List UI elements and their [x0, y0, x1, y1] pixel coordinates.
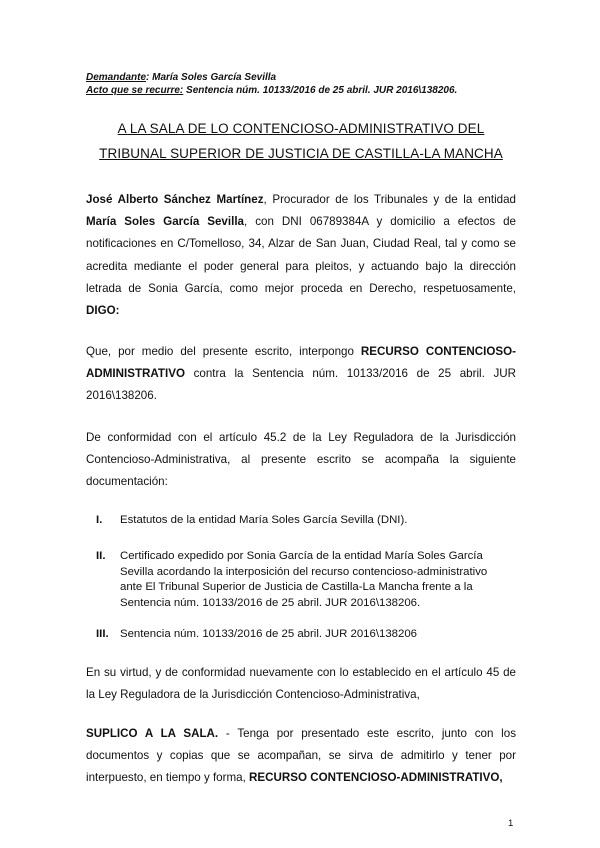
- list-text: Certificado expedido por Sonia García de la entidad María Soles García Sevilla acordando la interposición del recurso contencioso-administrativo ante El Tribunal Superior de Justicia de Castilla-La Mancha frente a la Sentencia núm. 10133/2016 de 25 abril. JUR 2016\138206.: [120, 550, 488, 609]
- page-number: 1: [508, 818, 514, 829]
- suplico-paragraph: [86, 723, 516, 790]
- suplico-recurso: RECURSO CONTENCIOSO-ADMINISTRATIVO,: [249, 771, 503, 785]
- demandante-line: [86, 72, 276, 83]
- intro-text-2: , con DNI 06789384A y domicilio a efectos de notificaciones en C/Tomelloso, 34, Alzar de San Juan, Ciudad Real, tal y como se acredita mediante el poder general para pleitos, y actuando bajo la dirección letrada de Sonia García, como mejor proceda en Derecho, respetuosamente,: [86, 215, 517, 295]
- intro-paragraph: [86, 189, 516, 322]
- digo-keyword: DIGO:: [86, 304, 120, 318]
- title-line-2: TRIBUNAL SUPERIOR DE JUSTICIA DE CASTILLA-LA MANCHA: [99, 146, 503, 161]
- demandante-value: : María Soles García Sevilla: [146, 72, 277, 83]
- demandante-label: Demandante: [86, 72, 147, 83]
- que-text-1: Que, por medio del presente escrito, interpongo: [86, 345, 361, 358]
- list-number: II.: [96, 550, 106, 562]
- entidad-name: María Soles García Sevilla: [86, 215, 244, 229]
- list-number: III.: [96, 628, 109, 640]
- suplico-label: SUPLICO A LA SALA.: [86, 727, 219, 740]
- intro-text-1: , Procurador de los Tribunales y de la entidad: [263, 193, 516, 206]
- virtud-paragraph: En su virtud, y de conformidad nuevamente con lo establecido en el artículo 45 de la Ley Reguladora de la Jurisdicción Contencioso-Administrativa,: [86, 666, 516, 702]
- suplico-text: - Tenga por presentado este escrito, junto con los documentos y copias que se acompañan, se sirva de admitirlo y tener por interpuesto, en tiempo y forma,: [86, 727, 517, 785]
- acto-value: Sentencia núm. 10133/2016 de 25 abril. JUR 2016\138206.: [183, 85, 458, 96]
- acto-line: [86, 85, 457, 96]
- acto-label: Acto que se recurre:: [86, 85, 184, 96]
- conformidad-paragraph: De conformidad con el artículo 45.2 de la Ley Reguladora de la Jurisdicción Contencioso-Administrativa, al presente escrito se acompaña la siguiente documentación:: [86, 431, 516, 489]
- procurador-name: José Alberto Sánchez Martínez: [86, 193, 264, 206]
- list-text: Estatutos de la entidad María Soles García Sevilla (DNI).: [120, 514, 408, 526]
- que-text-2: contra la Sentencia núm. 10133/2016 de 25 abril. JUR 2016\138206.: [86, 367, 516, 403]
- list-number: I.: [96, 514, 103, 526]
- que-paragraph: [86, 341, 516, 408]
- list-text: Sentencia núm. 10133/2016 de 25 abril. JUR 2016\138206: [120, 628, 418, 640]
- title-line-1: A LA SALA DE LO CONTENCIOSO-ADMINISTRATIVO DEL: [117, 121, 485, 136]
- recurso-keyword: RECURSO CONTENCIOSO-ADMINISTRATIVO: [86, 345, 516, 381]
